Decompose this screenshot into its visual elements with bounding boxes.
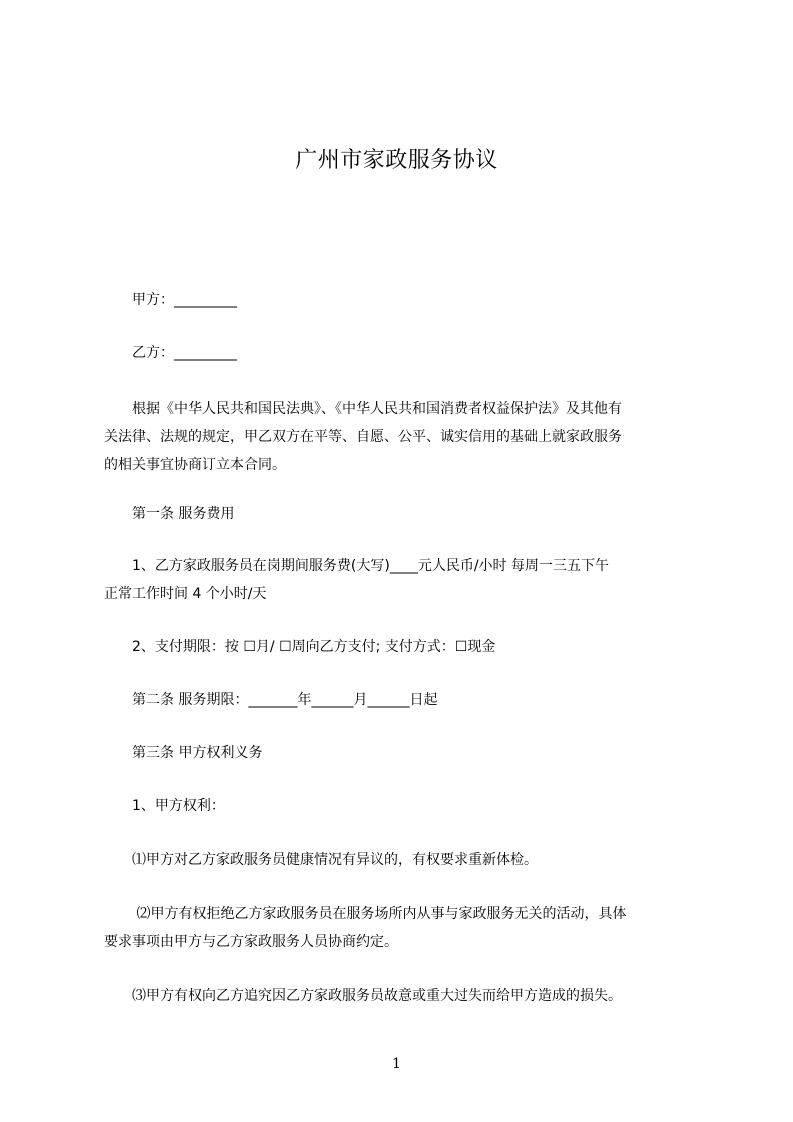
- article-2-heading: [104, 686, 700, 714]
- text-line: ⑶甲方有权向乙方追究因乙方家政服务员故意或重大过失而给甲方造成的损失。: [104, 988, 622, 1004]
- right-item-3: [104, 982, 700, 1010]
- article-1-heading: [104, 500, 700, 528]
- text-line: 要求事项由甲方与乙方家政服务人员协商约定。: [104, 934, 398, 950]
- text-line: 正常工作时间 4 个小时/天: [104, 586, 267, 602]
- right-item-1: [104, 846, 700, 874]
- payment-terms-paragraph: [104, 633, 700, 661]
- party-a-line: [104, 286, 700, 314]
- text-line: 关法律、法规的规定，甲乙双方在平等、自愿、公平、诚实信用的基础上就家政服务: [104, 429, 622, 445]
- text-line: 1、乙方家政服务员在岗期间服务费(大写)____元人民币/小时 每周一三五下午: [104, 558, 609, 574]
- text-line: 第一条 服务费用: [104, 506, 235, 522]
- text-line: 根据《中华人民共和国民法典》、《中华人民共和国消费者权益保护法》及其他有: [104, 401, 622, 417]
- text-line: 2、支付期限：按 ☐月/ ☐周向乙方支付; 支付方式：☐现金: [104, 639, 496, 655]
- right-item-2: [104, 900, 700, 956]
- preamble-paragraph: [104, 395, 700, 479]
- text-line: ⑴甲方对乙方家政服务员健康情况有异议的，有权要求重新体检。: [104, 852, 538, 868]
- service-fee-paragraph: [104, 552, 700, 608]
- text-line: 甲方：_________: [104, 292, 237, 308]
- document-title: 广州市家政服务协议: [295, 148, 498, 173]
- party-b-line: [104, 339, 700, 367]
- text-line: 乙方：_________: [104, 345, 237, 361]
- party-a-rights-heading: [104, 792, 700, 820]
- text-line: 第三条 甲方权利义务: [104, 745, 263, 761]
- text-line: ⑵甲方有权拒绝乙方家政服务员在服务场所内从事与家政服务无关的活动，具体: [104, 906, 627, 922]
- page-number: 1: [392, 1056, 401, 1072]
- text-line: 第二条 服务期限：_______年______月______日起: [104, 692, 438, 708]
- text-line: 1、甲方权利：: [104, 798, 225, 814]
- text-line: 的相关事宜协商订立本合同。: [104, 457, 286, 473]
- article-3-heading: [104, 739, 700, 767]
